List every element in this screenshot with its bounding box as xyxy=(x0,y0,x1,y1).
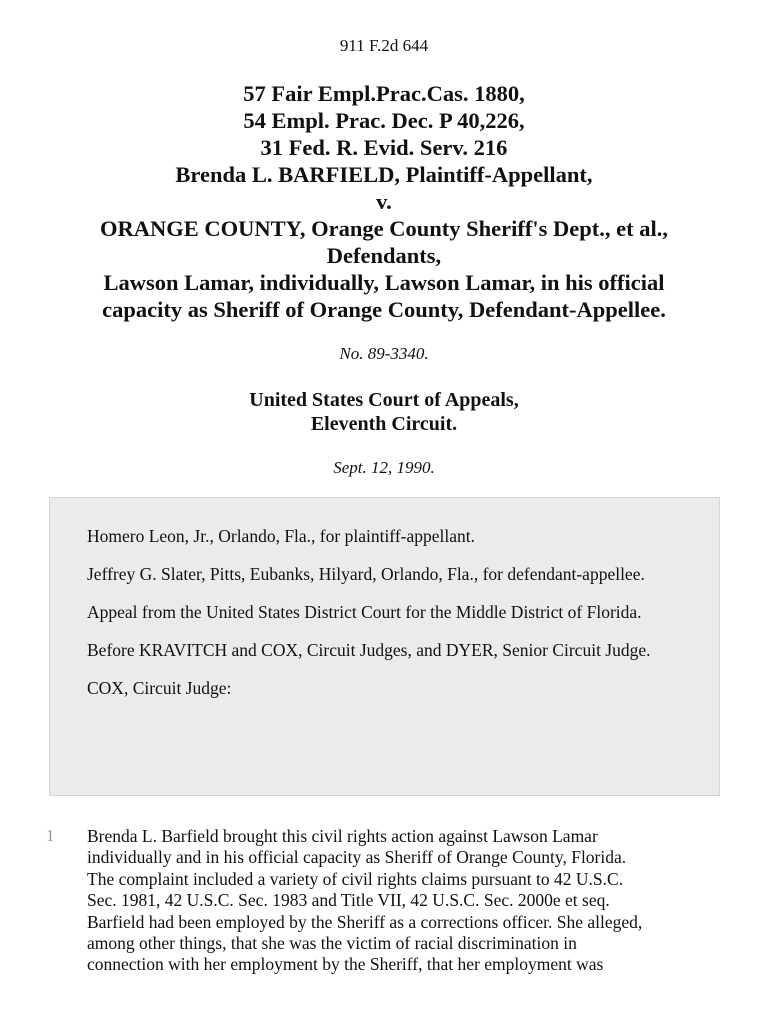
docket-number: No. 89-3340. xyxy=(339,344,429,363)
court-name xyxy=(0,388,768,436)
paragraph-line: Brenda L. Barfield brought this civil rights action against Lawson Lamar xyxy=(87,826,598,846)
caption-line: Brenda L. BARFIELD, Plaintiff-Appellant, xyxy=(175,162,593,187)
caption-line: 31 Fed. R. Evid. Serv. 216 xyxy=(260,135,508,160)
court-name-line: Eleventh Circuit. xyxy=(310,413,458,435)
caption-line: Lawson Lamar, individually, Lawson Lamar, in his official xyxy=(103,270,665,295)
paragraph-line: individually and in his official capacity as Sheriff of Orange County, Florida. xyxy=(87,847,627,868)
counsel-appellant: Homero Leon, Jr., Orlando, Fla., for plaintiff-appellant. xyxy=(87,526,475,546)
preliminary-box xyxy=(49,497,720,796)
paragraph-line: connection with her employment by the Sheriff, that her employment was xyxy=(87,954,604,975)
caption-line: 57 Fair Empl.Prac.Cas. 1880, xyxy=(243,81,525,106)
paragraph-line: Barfield had been employed by the Sheriff as a corrections officer. She alleged, xyxy=(87,911,643,932)
decision-date: Sept. 12, 1990. xyxy=(333,458,435,477)
caption-line: 54 Empl. Prac. Dec. P 40,226, xyxy=(243,108,525,133)
caption-line: Defendants, xyxy=(326,243,442,268)
paragraph-number: 1 xyxy=(46,826,55,845)
counsel-appellee: Jeffrey G. Slater, Pitts, Eubanks, Hilyard, Orlando, Fla., for defendant-appellee. xyxy=(87,564,645,584)
appeal-origin: Appeal from the United States District Court for the Middle District of Florida. xyxy=(87,602,642,622)
paragraph-line: The complaint included a variety of civil rights claims pursuant to 42 U.S.C. xyxy=(87,868,624,889)
authoring-judge: COX, Circuit Judge: xyxy=(87,678,232,698)
reporter-citation: 911 F.2d 644 xyxy=(339,36,429,55)
preliminary-content xyxy=(87,526,677,716)
court-name-line: United States Court of Appeals, xyxy=(249,389,519,411)
caption-line: v. xyxy=(376,189,392,214)
case-caption xyxy=(40,80,728,323)
paragraph-text xyxy=(87,826,727,976)
panel-judges: Before KRAVITCH and COX, Circuit Judges, and DYER, Senior Circuit Judge. xyxy=(87,640,651,660)
paragraph-line: among other things, that she was the victim of racial discrimination in xyxy=(87,933,577,954)
caption-line: ORANGE COUNTY, Orange County Sheriff's Dept., et al., xyxy=(100,216,668,241)
caption-line: capacity as Sheriff of Orange County, Defendant-Appellee. xyxy=(102,297,666,322)
paragraph-line: Sec. 1981, 42 U.S.C. Sec. 1983 and Title VII, 42 U.S.C. Sec. 2000e et seq. xyxy=(87,890,610,911)
